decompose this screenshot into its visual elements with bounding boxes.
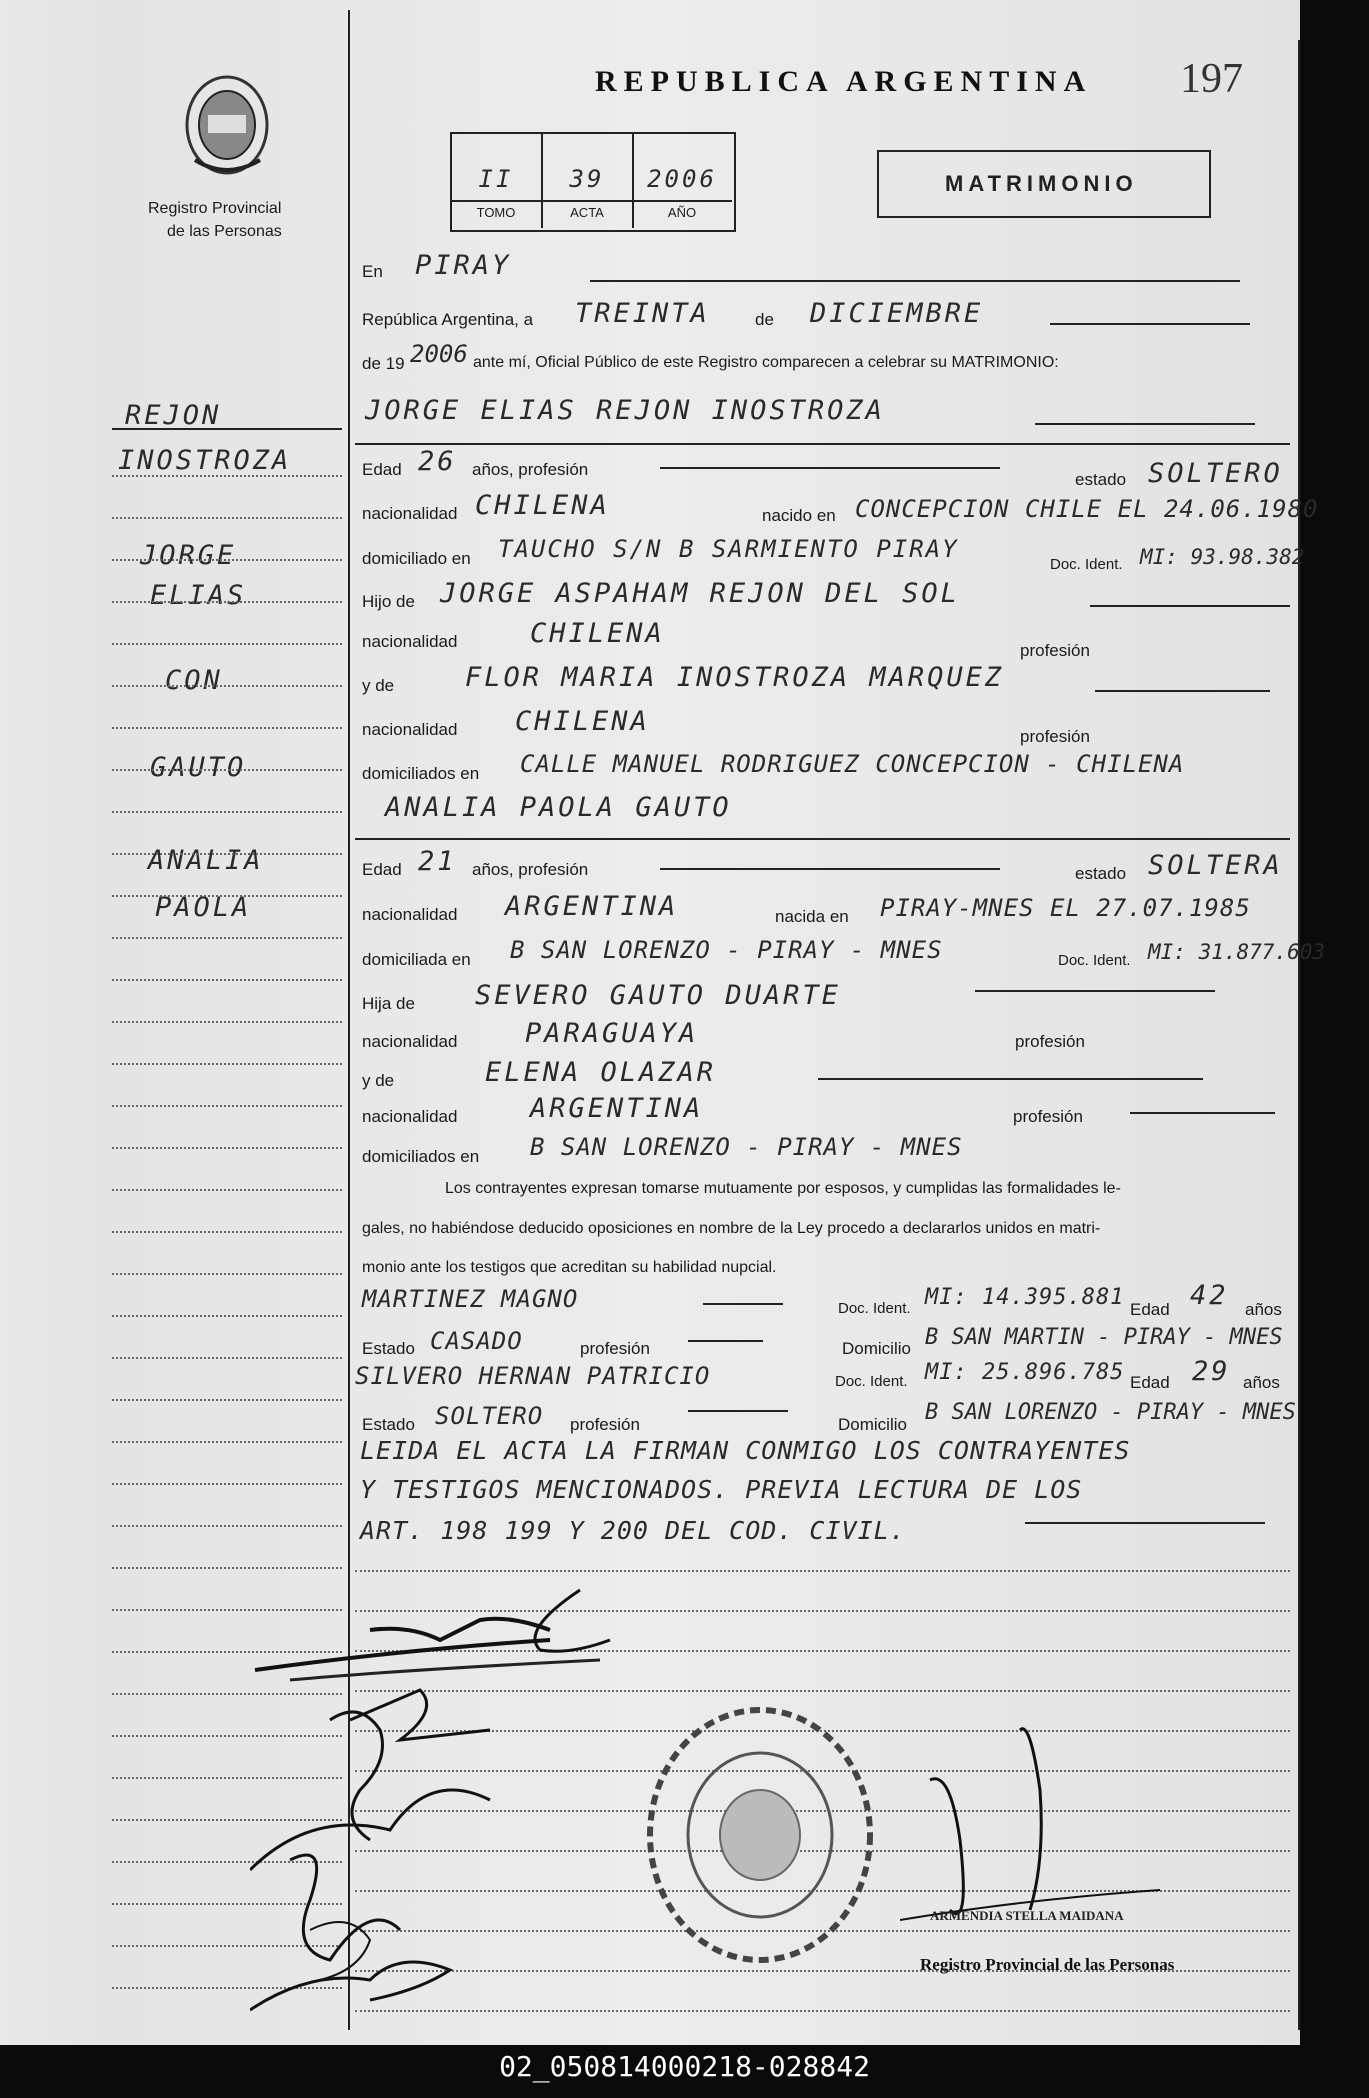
intro-text: ante mí, Oficial Público de este Registro comparecen a celebrar su MATRIMONIO: [473, 354, 1059, 371]
margin-surname1: REJON [125, 400, 222, 431]
officer-registry: Registro Provincial de las Personas [920, 1955, 1175, 1974]
margin-surname-bride: GAUTO [150, 752, 247, 783]
margin-ruled-line [112, 1441, 342, 1443]
rule [688, 1410, 788, 1412]
groom-mother: FLOR MARIA INOSTROZA MARQUEZ [465, 662, 1005, 693]
groom-estado: SOLTERO [1148, 458, 1283, 489]
label-domiciliados: domiciliados en [362, 1147, 480, 1166]
groom-name: JORGE ELIAS REJON INOSTROZA [365, 395, 885, 426]
margin-ruled-line [112, 853, 342, 855]
label-nacionalidad: nacionalidad [362, 720, 458, 739]
margin-con: CON [165, 665, 223, 696]
label-edad: Edad [1130, 1300, 1170, 1319]
margin-ruled-line [112, 475, 342, 477]
label-estado: estado [1075, 864, 1127, 883]
official-seal-icon [640, 1700, 880, 1970]
closing-line1: LEIDA EL ACTA LA FIRMAN CONMIGO LOS CONTRAYENTES [360, 1436, 1131, 1465]
label-profesion: profesión [1013, 1107, 1083, 1126]
section-rule [355, 838, 1290, 840]
bride-doc: MI: 31.877.603 [1148, 940, 1326, 964]
groom-parents-domicilio: CALLE MANUEL RODRIGUEZ CONCEPCION - CHILENA [520, 750, 1185, 778]
footer-code: 02_050814000218-028842 [499, 2050, 870, 2083]
witness1-name: MARTINEZ MAGNO [362, 1285, 579, 1313]
bride-estado: SOLTERA [1148, 850, 1283, 881]
officer-signature-graphic [900, 1710, 1200, 1940]
groom-father: JORGE ASPAHAM REJON DEL SOL [440, 578, 960, 609]
margin-ruled-line [112, 1231, 342, 1233]
rule [660, 467, 1000, 469]
groom-doc: MI: 93.98.382 [1140, 545, 1305, 569]
margin-ruled-line [112, 727, 342, 729]
label-profesion: profesión [580, 1339, 650, 1358]
bride-birth: PIRAY-MNES EL 27.07.1985 [880, 894, 1251, 922]
label-doc-ident: Doc. Ident. [835, 1373, 908, 1390]
margin-firstname1: JORGE [140, 540, 237, 571]
acta-value: 39 [569, 165, 605, 193]
tomo-label: TOMO [476, 205, 516, 220]
margin-ruled-line [112, 811, 342, 813]
label-estado: estado [1075, 470, 1127, 489]
witness1-doc: MI: 14.395.881 [925, 1285, 1125, 1310]
margin-surname2: INOSTROZA [118, 445, 292, 476]
label-nacionalidad: nacionalidad [362, 1032, 458, 1051]
label-y-de: y de [362, 1071, 395, 1090]
label-domiciliada: domiciliada en [362, 950, 471, 969]
rule [1025, 1522, 1265, 1524]
bride-father-nac: PARAGUAYA [525, 1018, 699, 1049]
margin-ruled-line [112, 559, 342, 561]
page-number: 197 [1180, 56, 1243, 102]
margin-ruled-line [112, 1273, 342, 1275]
right-border [1298, 40, 1300, 2030]
bride-mother: ELENA OLAZAR [485, 1057, 717, 1088]
label-anos-prof: años, profesión [472, 860, 589, 879]
day-value: TREINTA [575, 298, 710, 329]
margin-ruled-line [112, 643, 342, 645]
margin-ruled-line [112, 1105, 342, 1107]
label-domicilio: Domicilio [842, 1339, 911, 1358]
rule [688, 1340, 763, 1342]
groom-mother-nac: CHILENA [515, 706, 650, 737]
tipo-label: MATRIMONIO [945, 171, 1138, 196]
place-value: PIRAY [415, 250, 512, 281]
margin-ruled-line [112, 1357, 342, 1359]
rule [975, 990, 1215, 992]
bride-domicilio: B SAN LORENZO - PIRAY - MNES [510, 936, 943, 964]
margin-ruled-line [112, 601, 342, 603]
label-hijo-de: Hijo de [362, 592, 415, 611]
closing-line2: Y TESTIGOS MENCIONADOS. PREVIA LECTURA DE LOS [360, 1475, 1083, 1504]
margin-ruled-line [112, 1189, 342, 1191]
paragraph-line2: gales, no habiéndose deducido oposiciones en nombre de la Ley procedo a declararlos unidos en matri- [362, 1220, 1101, 1237]
margin-firstname2: ELIAS [150, 580, 247, 611]
ano-label: AÑO [667, 205, 697, 220]
officer-name: ARMENDIA STELLA MAIDANA [930, 1908, 1124, 1923]
closing-line3: ART. 198 199 Y 200 DEL COD. CIVIL. [360, 1516, 906, 1545]
groom-birth: CONCEPCION CHILE EL 24.06.1980 [855, 495, 1319, 523]
label-nacido-en: nacido en [762, 506, 836, 525]
label-nacida-en: nacida en [775, 907, 849, 926]
rule [1050, 323, 1250, 325]
label-nacionalidad: nacionalidad [362, 1107, 458, 1126]
label-nacionalidad: nacionalidad [362, 632, 458, 651]
groom-father-nac: CHILENA [530, 618, 665, 649]
margin-ruled-line [112, 1147, 342, 1149]
coat-of-arms-icon [180, 70, 275, 180]
witness2-doc: MI: 25.896.785 [925, 1360, 1125, 1385]
margin-ruled-line [112, 517, 342, 519]
label-edad: Edad [1130, 1373, 1170, 1392]
witness2-estado: SOLTERO [435, 1402, 544, 1430]
groom-domicilio: TAUCHO S/N B SARMIENTO PIRAY [498, 535, 959, 563]
bride-father: SEVERO GAUTO DUARTE [475, 980, 841, 1011]
label-profesion: profesión [1020, 727, 1090, 746]
rule [1035, 423, 1255, 425]
margin-ruled-line [112, 1483, 342, 1485]
bride-mother-nac: ARGENTINA [530, 1093, 704, 1124]
margin-ruled-line [112, 1063, 342, 1065]
label-estado: Estado [362, 1339, 415, 1358]
witness2-name: SILVERO HERNAN PATRICIO [355, 1362, 711, 1390]
rule [1095, 690, 1270, 692]
margin-ruled-line [112, 1315, 342, 1317]
year-value: 2006 [410, 340, 468, 368]
margin-ruled-line [112, 1021, 342, 1023]
label-edad: Edad [362, 460, 402, 479]
label-domicilio: Domicilio [838, 1415, 907, 1434]
margin-ruled-line [112, 1525, 342, 1527]
paragraph-line1: Los contrayentes expresan tomarse mutuamente por esposos, y cumplidas las formalidades le- [445, 1180, 1121, 1197]
republic-heading: REPUBLICA ARGENTINA [595, 65, 1093, 98]
label-profesion: profesión [1015, 1032, 1085, 1051]
month-value: DICIEMBRE [810, 298, 984, 329]
label-en: En [362, 262, 383, 281]
witness1-domicilio: B SAN MARTIN - PIRAY - MNES [925, 1325, 1283, 1350]
rule [1090, 605, 1290, 607]
label-profesion: profesión [570, 1415, 640, 1434]
label-edad: Edad [362, 860, 402, 879]
label-doc-ident: Doc. Ident. [838, 1300, 911, 1317]
label-profesion: profesión [1020, 641, 1090, 660]
margin-ruled-line [112, 1399, 342, 1401]
margin-ruled-line [112, 937, 342, 939]
margin-bride-first2: PAOLA [155, 892, 252, 923]
label-doc-ident: Doc. Ident. [1058, 952, 1131, 969]
label-nacionalidad: nacionalidad [362, 504, 458, 523]
witness1-estado: CASADO [430, 1327, 523, 1355]
label-de: de [755, 310, 774, 329]
label-y-de: y de [362, 676, 395, 695]
margin-ruled-line [112, 895, 342, 897]
label-anos: años [1243, 1373, 1280, 1392]
label-domiciliados: domiciliados en [362, 764, 480, 783]
acta-label: ACTA [570, 205, 604, 220]
groom-age: 26 [418, 446, 457, 477]
ano-value: 2006 [647, 165, 717, 193]
section-rule [355, 443, 1290, 445]
rule [818, 1078, 1203, 1080]
margin-ruled-line [112, 769, 342, 771]
label-estado: Estado [362, 1415, 415, 1434]
label-hija-de: Hija de [362, 994, 415, 1013]
registry-line1: Registro Provincial [148, 200, 282, 217]
bride-nacionalidad: ARGENTINA [505, 891, 679, 922]
groom-nacionalidad: CHILENA [475, 490, 610, 521]
bride-parents-domicilio: B SAN LORENZO - PIRAY - MNES [530, 1133, 963, 1161]
margin-bride-first1: ANALIA [148, 845, 264, 876]
rule [590, 280, 1240, 282]
bride-age: 21 [418, 846, 457, 877]
label-anos-prof: años, profesión [472, 460, 589, 479]
witness2-age: 29 [1192, 1356, 1231, 1387]
witness2-domicilio: B SAN LORENZO - PIRAY - MNES [925, 1400, 1296, 1425]
label-anos: años [1245, 1300, 1282, 1319]
margin-ruled-line [112, 979, 342, 981]
margin-rule [112, 428, 342, 430]
registry-line2: de las Personas [167, 223, 282, 240]
rule [660, 868, 1000, 870]
witness1-age: 42 [1190, 1280, 1229, 1311]
record-divider-h [450, 200, 732, 202]
tomo-value: II [478, 165, 514, 193]
label-domiciliado: domiciliado en [362, 549, 471, 568]
bride-name: ANALIA PAOLA GAUTO [385, 792, 732, 823]
label-doc-ident: Doc. Ident. [1050, 556, 1123, 573]
paragraph-line3: monio ante los testigos que acreditan su habilidad nupcial. [362, 1259, 777, 1276]
signatures-graphic [250, 1570, 670, 2030]
rule [703, 1303, 783, 1305]
label-nacionalidad: nacionalidad [362, 905, 458, 924]
label-rep-arg: República Argentina, a [362, 310, 534, 329]
margin-ruled-line [112, 1567, 342, 1569]
label-de19: de 19 [362, 354, 405, 373]
rule [1130, 1112, 1275, 1114]
margin-ruled-line [112, 685, 342, 687]
